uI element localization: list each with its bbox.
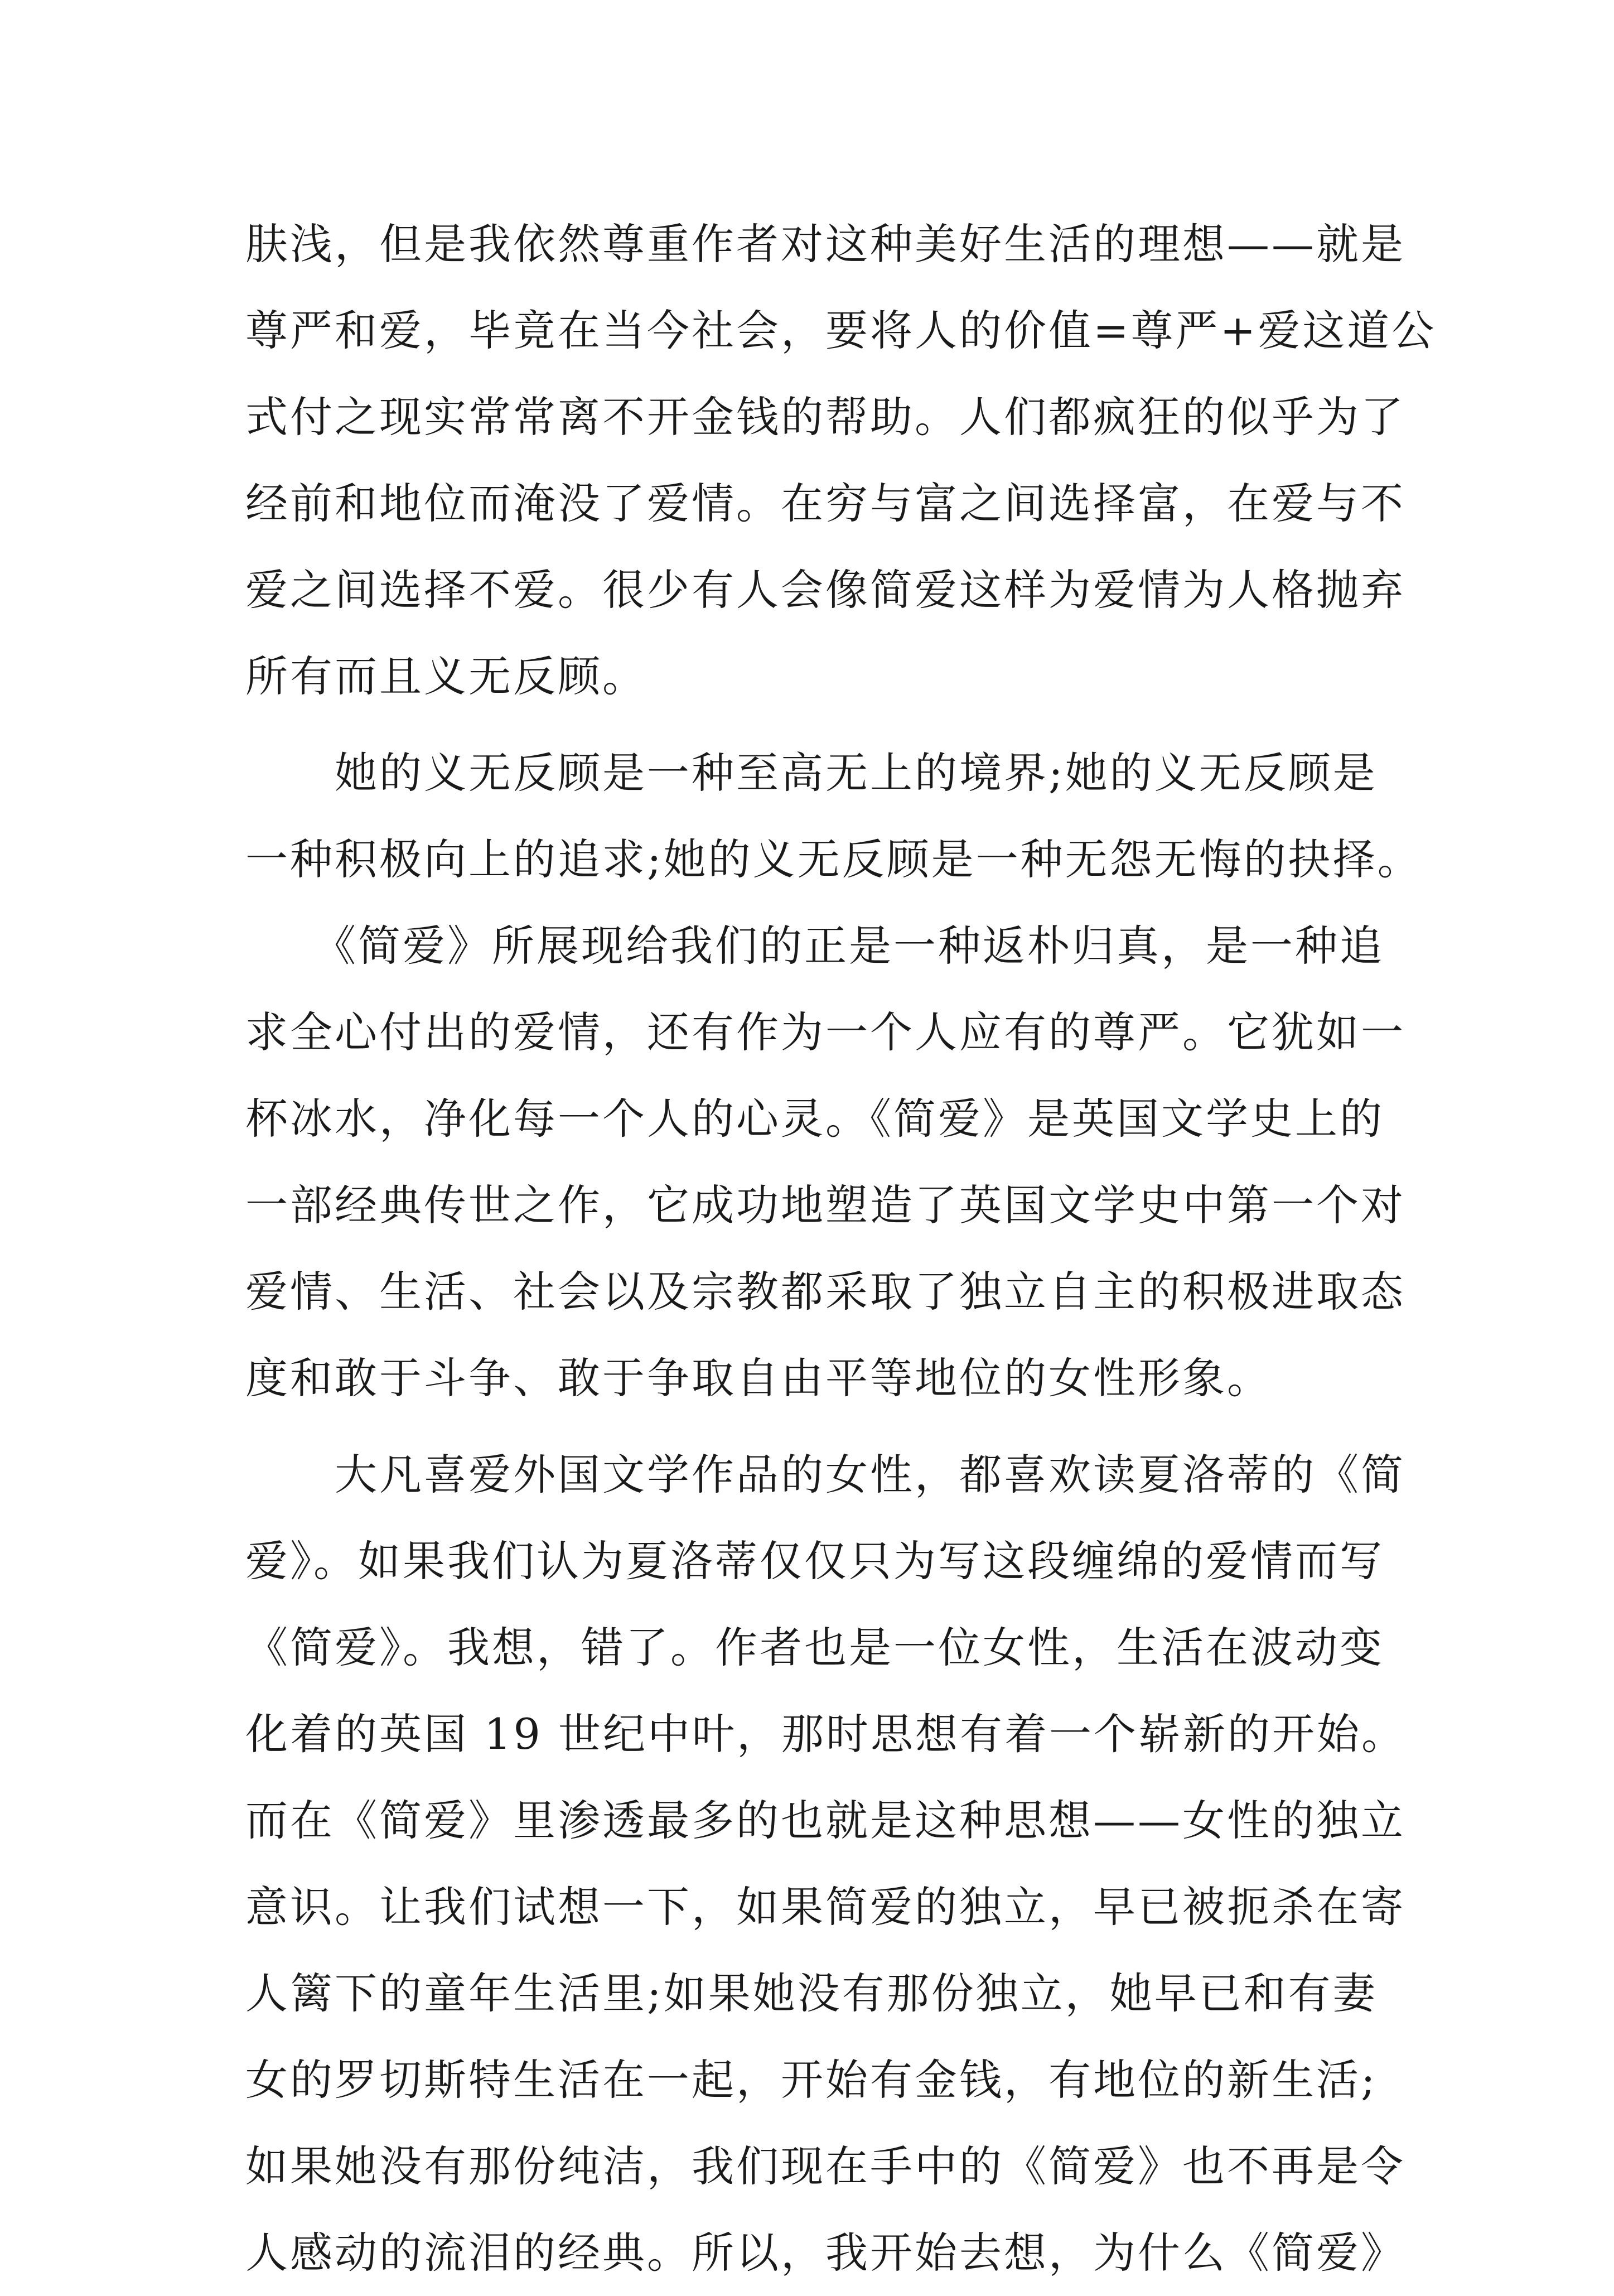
text-line: 她的义无反顾是一种至高无上的境界;她的义无反顾是 [245, 748, 1378, 798]
text-line: 女的罗切斯特生活在一起，开始有金钱，有地位的新生活; [245, 2055, 1378, 2105]
text-line: 化着的英国 19 世纪中叶，那时思想有着一个崭新的开始。 [245, 1709, 1407, 1759]
text-line: 一种积极向上的追求;她的义无反顾是一种无怨无悔的抉择。 [245, 835, 1422, 884]
text-line: 一部经典传世之作，它成功地塑造了英国文学史中第一个对 [245, 1180, 1405, 1230]
text-line: 杯冰水，净化每一个人的心灵。《简爱》是英国文学史上的 [245, 1094, 1384, 1144]
paragraph-spacing [245, 720, 1383, 730]
text-line: 而在《简爱》里渗透最多的也就是这种思想——女性的独立 [245, 1796, 1405, 1845]
text-line: 人篱下的童年生活里;如果她没有那份独立，她早已和有妻 [245, 1969, 1378, 2018]
text-line: 意识。让我们试想一下，如果简爱的独立，早已被扼杀在寄 [245, 1882, 1405, 1932]
paragraph-spacing [245, 1421, 1383, 1431]
text-line: 《简爱》。我想，错了。作者也是一位女性，生活在波动变 [245, 1623, 1384, 1672]
text-line: 式付之现实常常离不开金钱的帮助。人们都疯狂的似乎为了 [245, 392, 1405, 442]
text-line: 肤浅，但是我依然尊重作者对这种美好生活的理想——就是 [245, 219, 1405, 269]
text-line: 求全心付出的爱情，还有作为一个人应有的尊严。它犹如一 [245, 1007, 1405, 1057]
text-line: 经前和地位而淹没了爱情。在穷与富之间选择富，在爱与不 [245, 479, 1405, 528]
text-line: 爱情、生活、社会以及宗教都采取了独立自主的积极进取态 [245, 1267, 1405, 1316]
text-line: 如果她没有那份纯洁，我们现在手中的《简爱》也不再是令 [245, 2141, 1405, 2191]
paragraph-4 [245, 1431, 1407, 2296]
text-line: 度和敢于斗争、敢于争取自由平等地位的女性形象。 [245, 1353, 1272, 1403]
text-line: 大凡喜爱外国文学作品的女性，都喜欢读夏洛蒂的《简 [245, 1450, 1405, 1499]
text-line: 尊严和爱，毕竟在当今社会，要将人的价值=尊严+爱这道公 [245, 306, 1437, 355]
text-line: 爱》。如果我们认为夏洛蒂仅仅只为写这段缠绵的爱情而写 [245, 1536, 1384, 1586]
text-line: 《简爱》所展现给我们的正是一种返朴归真，是一种追 [245, 921, 1384, 971]
paragraph-3 [245, 903, 1405, 1421]
text-line: 爱之间选择不爱。很少有人会像简爱这样为爱情为人格抛弃 [245, 565, 1405, 615]
paragraph-1 [245, 201, 1437, 720]
paragraph-2 [245, 730, 1422, 903]
body-text [245, 201, 1437, 2296]
text-line: 人感动的流泪的经典。所以，我开始去想，为什么《简爱》 [245, 2228, 1405, 2278]
text-line: 所有而且义无反顾。 [245, 652, 647, 701]
